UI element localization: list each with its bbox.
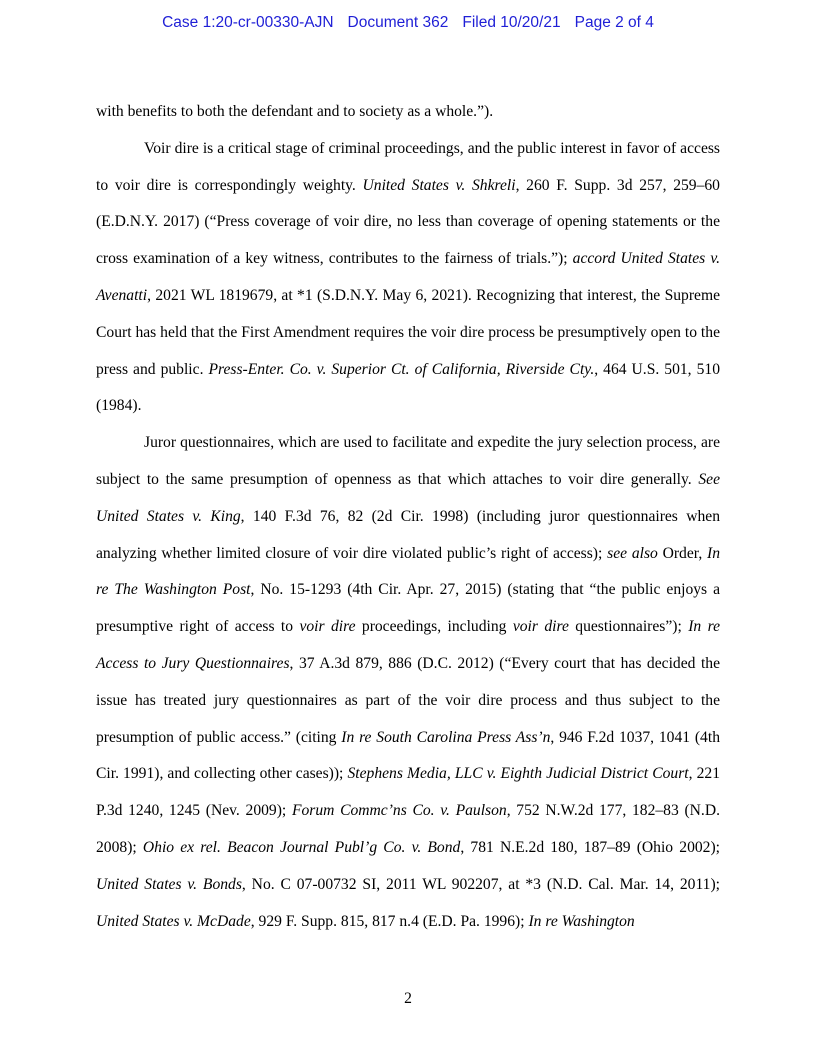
- text-run: , 140 F.3d 76, 82 (2d Cir. 1998) (including juror questionnaires when analyzing whether limited closure of voir dire violated public’s right of access);: [96, 507, 720, 562]
- text-run: questionnaires”);: [568, 618, 689, 636]
- case-citation: Press-Enter. Co. v. Superior Ct. of California, Riverside Cty.: [208, 360, 595, 378]
- case-citation: Forum Commc’ns Co. v. Paulson: [291, 802, 507, 820]
- case-header: [0, 14, 816, 32]
- case-citation: see also: [607, 544, 658, 562]
- text-run: Order,: [657, 544, 708, 562]
- text-run: Voir dire is a critical stage of criminal proceedings, and the public interest in favor of access to voir dire is correspondingly weighty.: [96, 139, 720, 194]
- paragraph-1: [96, 94, 720, 131]
- text-run: , 260 F. Supp. 3d 257, 259–60 (E.D.N.Y. 2017) (“Press coverage of voir dire, no less than coverage of opening statements or the cross examination of a key witness, contributes to the fairness of trials.”);: [96, 176, 720, 268]
- text-run: Juror questionnaires, which are used to facilitate and expedite the jury selection process, are subject to the same presumption of openness as that which attaches to voir dire generally.: [96, 434, 720, 488]
- text-run: , No. 15-1293 (4th Cir. Apr. 27, 2015) (stating that “the public enjoys a presumptive right of access to: [96, 581, 720, 636]
- case-citation: voir dire: [299, 618, 356, 636]
- case-citation: In re Washington: [528, 912, 635, 930]
- text-run: , No. C 07-00732 SI, 2011 WL 902207, at *3 (N.D. Cal. Mar. 14, 2011);: [241, 875, 720, 893]
- case-number: Case 1:20-cr-00330-AJN: [162, 14, 334, 31]
- text-run: , 464 U.S. 501, 510 (1984).: [96, 360, 720, 415]
- text-run: , 752 N.W.2d 177, 182–83 (N.D. 2008);: [96, 802, 720, 856]
- text-run: , 781 N.E.2d 180, 187–89 (Ohio 2002);: [460, 838, 720, 856]
- case-citation: United States v. Shkreli: [362, 176, 516, 194]
- text-run: , 221 P.3d 1240, 1245 (Nev. 2009);: [96, 765, 720, 820]
- text-run: , 2021 WL 1819679, at *1 (S.D.N.Y. May 6, 2021). Recognizing that interest, the Supreme Court has held that the First Amendment requires the voir dire process be presumptively open to the press and public.: [96, 286, 720, 378]
- paragraph-2: [96, 131, 720, 425]
- case-citation: accord United States v. Avenatti: [96, 250, 720, 304]
- document-body: [96, 94, 720, 940]
- text-run: proceedings, including: [355, 618, 513, 636]
- case-citation: See United States v. King: [96, 470, 720, 525]
- case-citation: Stephens Media, LLC v. Eighth Judicial District Court: [347, 765, 689, 783]
- paragraph-3: [96, 425, 720, 940]
- text-run: , 929 F. Supp. 815, 817 n.4 (E.D. Pa. 1996);: [250, 912, 529, 930]
- text-run: , 37 A.3d 879, 886 (D.C. 2012) (“Every court that has decided the issue has treated jury questionnaires as part of the voir dire process and thus subject to the presumption of public access.” (citing: [96, 654, 720, 746]
- case-citation: voir dire: [512, 618, 569, 636]
- case-citation: United States v. McDade: [96, 912, 251, 930]
- case-citation: In re The Washington Post: [96, 544, 721, 599]
- page-number: 2: [404, 990, 412, 1007]
- case-citation: United States v. Bonds: [96, 875, 242, 893]
- text-run: , 946 F.2d 1037, 1041 (4th Cir. 1991), and collecting other cases));: [96, 728, 720, 783]
- filed-date: Filed 10/20/21: [462, 14, 561, 31]
- page-count: Page 2 of 4: [574, 14, 654, 31]
- document-number: Document 362: [347, 14, 449, 31]
- text-run: with benefits to both the defendant and to society as a whole.”).: [96, 103, 494, 120]
- case-citation: In re South Carolina Press Ass’n: [341, 728, 551, 746]
- case-citation: Ohio ex rel. Beacon Journal Publ’g Co. v. Bond: [142, 838, 461, 856]
- case-citation: In re Access to Jury Questionnaires: [96, 618, 720, 672]
